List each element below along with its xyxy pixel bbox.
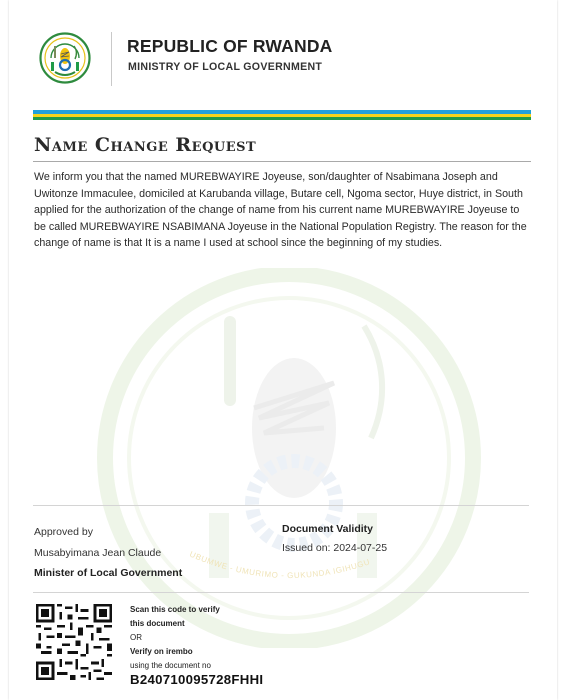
approver-name: Musabyimana Jean Claude	[34, 547, 162, 559]
document-page	[9, 0, 557, 700]
qr-code-icon[interactable]	[36, 604, 112, 680]
watermark-motto	[179, 548, 399, 598]
ministry-title: MINISTRY OF LOCAL GOVERNMENT	[128, 61, 323, 73]
document-number: B240710095728FHHI	[130, 672, 264, 687]
svg-text:UBUMWE - UMURIMO - GUKUNDA IGI	[188, 550, 371, 580]
footer-divider-bottom	[33, 592, 529, 593]
document-title: Name Change Request	[34, 134, 257, 156]
coat-of-arms-icon	[39, 32, 91, 84]
title-divider	[33, 161, 531, 162]
header-divider	[111, 32, 112, 86]
country-title: REPUBLIC OF RWANDA	[127, 36, 333, 56]
or-separator: OR	[130, 633, 142, 643]
verify-instructions	[130, 603, 220, 673]
using-document-number: using the document no	[130, 661, 211, 671]
flag-stripe-green	[33, 117, 531, 120]
approver-title: Minister of Local Government	[34, 567, 183, 579]
validity-label: Document Validity	[282, 523, 374, 535]
verify-on-irembo: Verify on irembo	[130, 647, 193, 657]
watermark-motto-text: UBUMWE - UMURIMO - GUKUNDA IGIHUGU	[188, 549, 372, 581]
flag-stripes	[33, 110, 531, 120]
issued-date: Issued on: 2024-07-25	[282, 542, 388, 554]
document-body: We inform you that the named MUREBWAYIRE Joyeuse, son/daughter of Nsabimana Joseph and Uwitonze Immaculee, domiciled at Karubanda village, Butare cell, Ngoma sector, Huye district, in South applied for the authorization of the change of name from his current name MUREBWAYIRE Joyeuse to be called MUREBWAYIRE NSABIMANA Joyeuse in the National Population Registry. The reason for the change of name is that It is a name I used at school since the beginning of my studies.	[34, 171, 527, 250]
approved-by-label: Approved by	[34, 526, 93, 538]
scan-instruction-line2: this document	[130, 619, 185, 629]
footer-divider-top	[33, 505, 529, 506]
scan-instruction-line1: Scan this code to verify	[130, 605, 220, 614]
